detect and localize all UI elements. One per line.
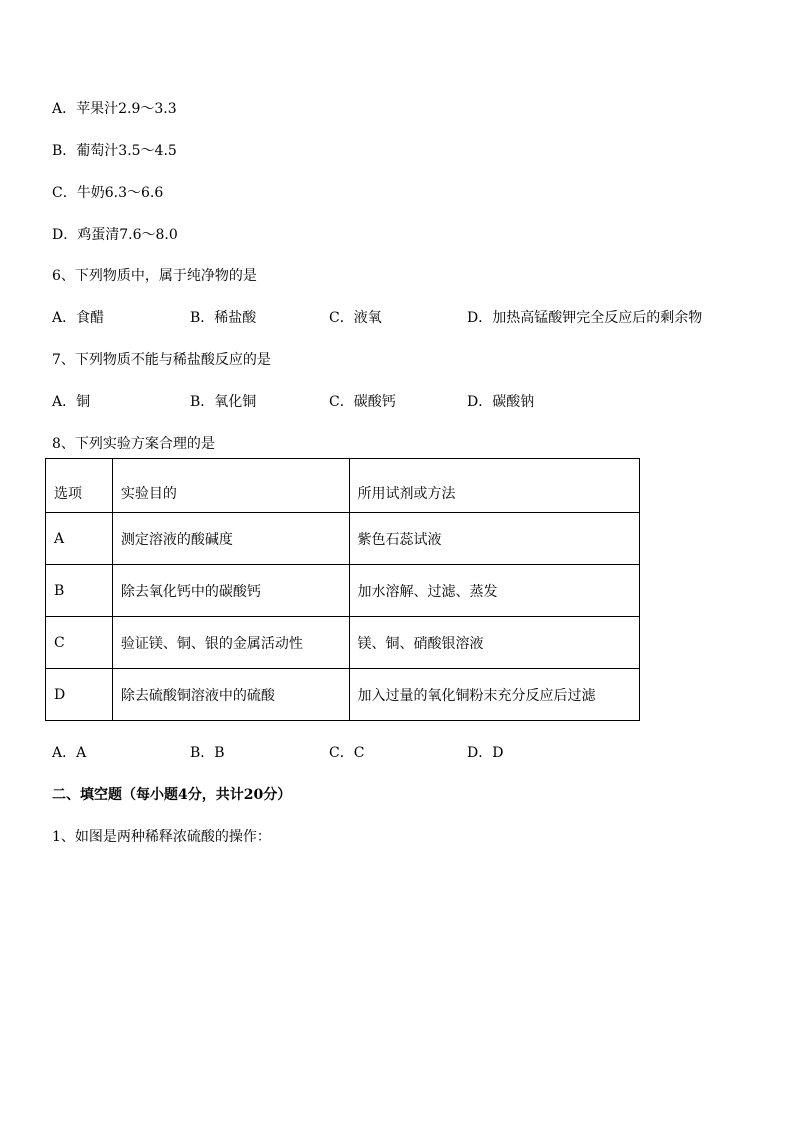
q6-option-a: A．食醋 bbox=[52, 310, 105, 326]
q8-option-d: D．D bbox=[467, 745, 504, 761]
q5-option-d: D．鸡蛋清7.6～8.0 bbox=[52, 227, 178, 243]
table-cell: D bbox=[46, 669, 113, 721]
q8-stem: 8、下列实验方案合理的是 bbox=[52, 436, 215, 452]
table-header-cell: 实验目的 bbox=[112, 459, 349, 513]
q6-stem: 6、下列物质中，属于纯净物的是 bbox=[52, 268, 257, 284]
table-header-cell: 所用试剂或方法 bbox=[349, 459, 640, 513]
section-title: 二、填空题（每小题4分，共计20分） bbox=[52, 787, 292, 803]
table-cell: 验证镁、铜、银的金属活动性 bbox=[112, 617, 349, 669]
q8-option-c: C．C bbox=[329, 745, 365, 761]
table-cell: A bbox=[46, 513, 113, 565]
q5-option-a: A．苹果汁2.9～3.3 bbox=[52, 101, 177, 117]
table-cell: 加入过量的氧化铜粉末充分反应后过滤 bbox=[349, 669, 640, 721]
q7-option-b: B．氧化铜 bbox=[190, 394, 257, 410]
table-cell: B bbox=[46, 565, 113, 617]
table-row bbox=[46, 513, 640, 565]
s2-q1-stem: 1、如图是两种稀释浓硫酸的操作： bbox=[52, 829, 271, 845]
q6-option-d: D．加热高锰酸钾完全反应后的剩余物 bbox=[467, 310, 703, 326]
q7-stem: 7、下列物质不能与稀盐酸反应的是 bbox=[52, 352, 271, 368]
table-cell: 紫色石蕊试液 bbox=[349, 513, 640, 565]
q5-option-c: C．牛奶6.3～6.6 bbox=[52, 185, 164, 201]
q7-option-d: D．碳酸钠 bbox=[467, 394, 535, 410]
table-row bbox=[46, 669, 640, 721]
q7-option-a: A．铜 bbox=[52, 394, 91, 410]
table-row bbox=[46, 565, 640, 617]
table-cell: 除去硫酸铜溶液中的硫酸 bbox=[112, 669, 349, 721]
table-cell: C bbox=[46, 617, 113, 669]
table-row bbox=[46, 617, 640, 669]
q8-option-b: B．B bbox=[190, 745, 225, 761]
table-cell: 除去氧化钙中的碳酸钙 bbox=[112, 565, 349, 617]
table-header-row bbox=[46, 459, 640, 513]
q6-option-c: C．液氧 bbox=[329, 310, 382, 326]
q8-option-a: A．A bbox=[52, 745, 87, 761]
table-cell: 镁、铜、硝酸银溶液 bbox=[349, 617, 640, 669]
table-cell: 测定溶液的酸碱度 bbox=[112, 513, 349, 565]
table-header-cell: 选项 bbox=[46, 459, 113, 513]
table-cell: 加水溶解、过滤、蒸发 bbox=[349, 565, 640, 617]
q5-option-b: B．葡萄汁3.5～4.5 bbox=[52, 143, 177, 159]
experiment-table bbox=[45, 458, 640, 721]
q7-option-c: C．碳酸钙 bbox=[329, 394, 396, 410]
q6-option-b: B．稀盐酸 bbox=[190, 310, 257, 326]
